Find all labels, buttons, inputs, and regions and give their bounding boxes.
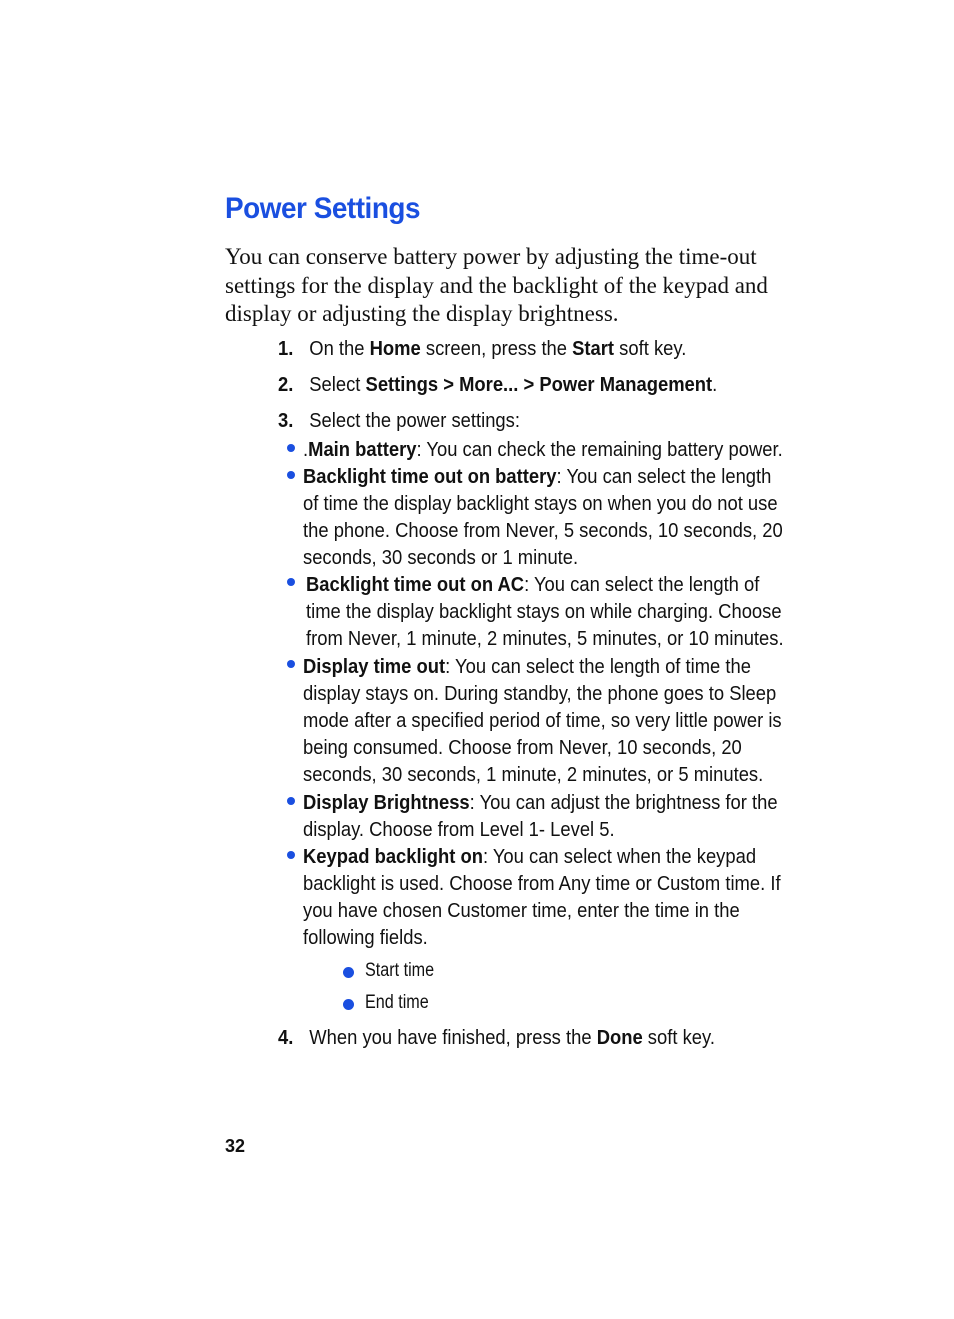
step-bold: Done: [596, 1027, 643, 1049]
page-title: Power Settings: [225, 192, 421, 225]
bullet-display-timeout: [303, 654, 791, 789]
bullet-desc: : You can select the length of time the display stays on. During standby, the phone goes to Sleep mode after a specified period of time, so very little power is being consumed. Choose from Never, 10 seconds, 20 seconds, 30 seconds, 1 minute, 2 minutes, or 5 minutes.: [303, 656, 782, 786]
step-number: 2.: [278, 374, 294, 396]
bullet-dot-icon: [287, 660, 295, 668]
bullet-backlight-ac: [306, 572, 789, 653]
step-text: screen, press the: [420, 338, 573, 360]
bullet-desc: : You can select the length of time the display backlight stays on when you do not use the phone. Choose from Never, 5 seconds, 10 seconds, 20 seconds, 30 seconds or 1 minute.: [303, 466, 783, 569]
bullet-dot-icon: [287, 578, 295, 586]
intro-paragraph: You can conserve battery power by adjusting the time-out settings for the display and the backlight of the keypad and display or adjusting the display brightness.: [225, 244, 768, 326]
bullet-dot-icon: [287, 797, 295, 805]
sub-bullet-dot-icon: [343, 999, 354, 1010]
step-number: 3.: [278, 410, 294, 432]
bullet-term: Display Brightness: [303, 792, 470, 814]
bullet-desc: : You can check the remaining battery power.: [416, 439, 783, 461]
bullet-keypad-backlight: [303, 844, 791, 952]
bullet-prefix: .: [303, 439, 309, 461]
step-number: 1.: [278, 338, 294, 360]
bullet-backlight-battery: [303, 464, 791, 572]
bullet-desc: : You can select when the keypad backlight is used. Choose from Any time or Custom time. If you have chosen Customer time, enter the time in the following fields.: [303, 846, 781, 949]
bullet-term: Backlight time out on battery: [303, 466, 557, 488]
bullet-dot-icon: [287, 444, 295, 452]
bullet-term: Display time out: [303, 656, 446, 678]
step-text: Select the power settings:: [309, 410, 520, 432]
bullet-dot-icon: [287, 851, 295, 859]
step-text: .: [712, 374, 718, 396]
bullet-term: Backlight time out on AC: [306, 574, 525, 596]
bullet-desc: : You can select the length of time the display backlight stays on while charging. Choose from Never, 1 minute, 2 minutes, 5 minutes, or 10 minutes.: [306, 574, 784, 650]
sub-item-start-time: Start time: [365, 960, 435, 981]
step-text: On the: [309, 338, 370, 360]
bullet-display-brightness: [303, 790, 791, 844]
sub-item-end-time: End time: [365, 992, 429, 1013]
bullet-dot-icon: [287, 471, 295, 479]
step-number: 4.: [278, 1027, 294, 1049]
step-bold: Settings > More... > Power Management: [365, 374, 713, 396]
step-bold: Start: [572, 338, 615, 360]
page-number: 32: [225, 1136, 246, 1156]
step-text: When you have finished, press the: [309, 1027, 597, 1049]
bullet-main-battery: [303, 437, 800, 464]
step-text: soft key.: [614, 338, 687, 360]
step-text: Select: [309, 374, 366, 396]
bullet-term: Keypad backlight on: [303, 846, 483, 868]
step-2: [278, 374, 717, 397]
step-bold: Home: [369, 338, 421, 360]
sub-bullet-dot-icon: [343, 967, 354, 978]
step-text: soft key.: [642, 1027, 715, 1049]
bullet-desc: : You can adjust the brightness for the display. Choose from Level 1- Level 5.: [303, 792, 778, 841]
step-3: [278, 410, 520, 433]
step-4: [278, 1027, 715, 1050]
bullet-term: Main battery: [308, 439, 417, 461]
step-1: [278, 338, 686, 361]
